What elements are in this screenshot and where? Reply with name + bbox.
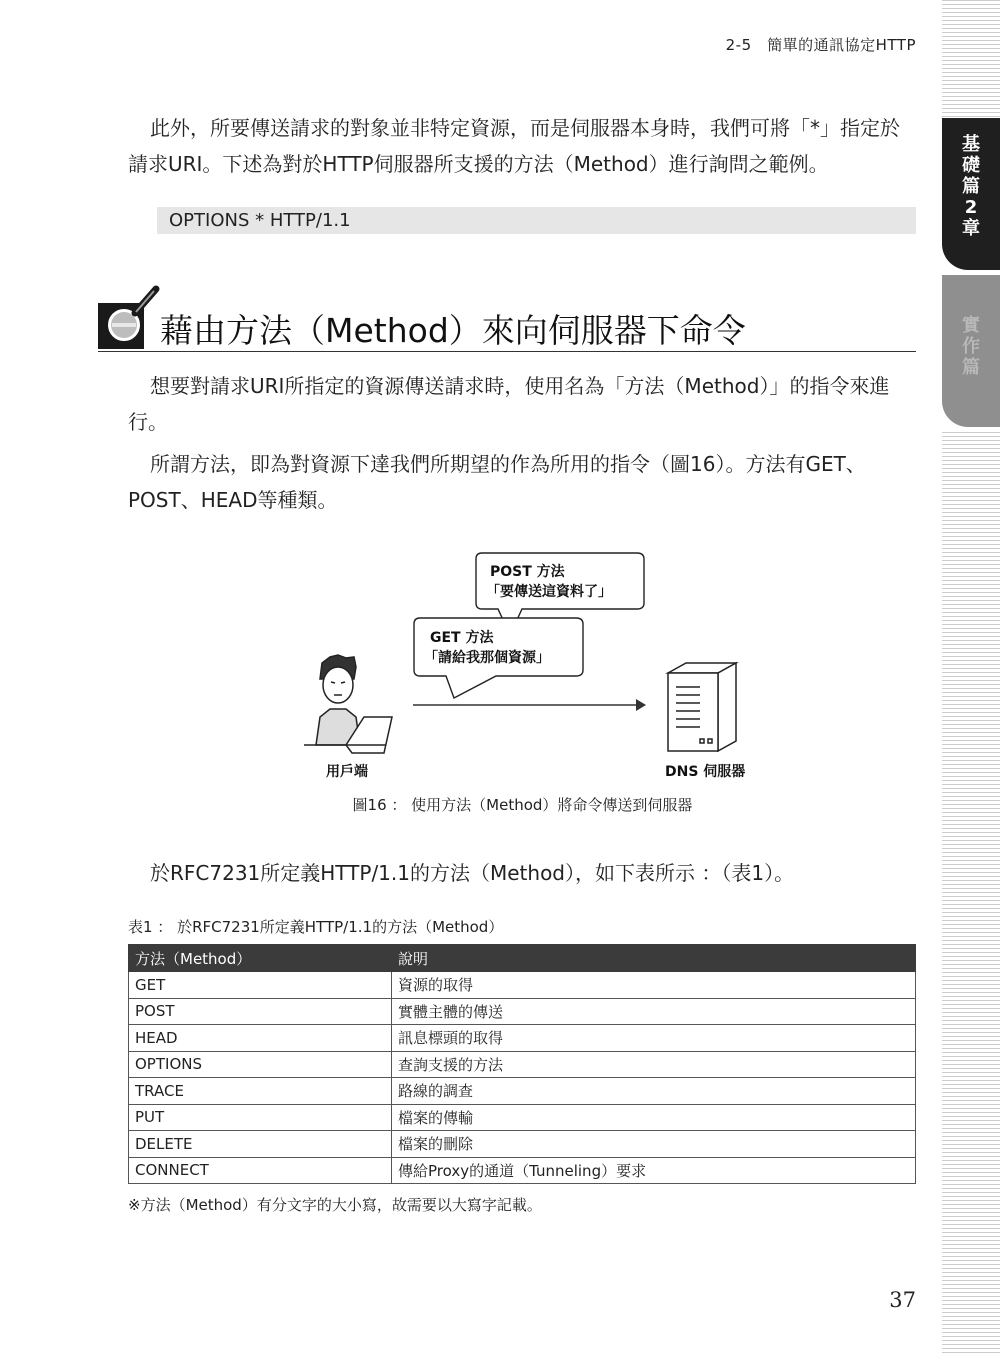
methods-table [128, 944, 916, 1184]
table-row [129, 972, 916, 999]
header-description: 說明 [392, 945, 916, 972]
request-arrow [413, 699, 646, 711]
method-cell: DELETE [129, 1131, 392, 1158]
thumb-tab-practice-label: 實作篇 [962, 315, 980, 378]
bubble-get-line1: GET 方法 [430, 630, 494, 646]
server-label: DNS 伺服器 [665, 764, 746, 780]
magnifier-icon [98, 283, 160, 351]
figure-16 [300, 545, 760, 785]
table-header-row [129, 945, 916, 972]
method-cell: POST [129, 998, 392, 1025]
bubble-get-line2: 「請給我那個資源」 [424, 650, 550, 666]
method-cell: HEAD [129, 1025, 392, 1052]
speech-bubble-get [414, 618, 583, 698]
table-row [129, 1104, 916, 1131]
method-cell: GET [129, 972, 392, 999]
description-cell: 查詢支援的方法 [392, 1051, 916, 1078]
client-label: 用戶端 [326, 764, 368, 780]
server-icon [668, 663, 736, 751]
method-cell: OPTIONS [129, 1051, 392, 1078]
table-caption: 表1 ： 於RFC7231所定義HTTP/1.1的方法（Method） [128, 918, 504, 936]
description-cell: 傳給Proxy的通道（Tunneling）要求 [392, 1157, 916, 1184]
description-cell: 實體主體的傳送 [392, 998, 916, 1025]
thumb-tab-practice [942, 275, 1000, 427]
thumb-tab-basic [942, 118, 1000, 270]
description-cell: 檔案的傳輸 [392, 1104, 916, 1131]
table-row [129, 1131, 916, 1158]
bubble-post-line1: POST 方法 [490, 564, 565, 580]
method-cell: TRACE [129, 1078, 392, 1105]
method-cell: PUT [129, 1104, 392, 1131]
user-illustration-icon [304, 655, 392, 753]
header-method: 方法（Method） [129, 945, 392, 972]
bubble-post-line2: 「要傳送這資料了」 [486, 584, 612, 600]
description-cell: 資源的取得 [392, 972, 916, 999]
intro-paragraph: 此外，所要傳送請求的對象並非特定資源，而是伺服器本身時，我們可將「*」指定於請求URI。下述為對於HTTP伺服器所支援的方法（Method）進行詢問之範例。 [128, 116, 900, 176]
table-row [129, 1051, 916, 1078]
description-cell: 檔案的刪除 [392, 1131, 916, 1158]
code-example: OPTIONS * HTTP/1.1 [157, 207, 916, 234]
thumb-tab-basic-label: 基礎篇2章 [962, 134, 980, 239]
table-row [129, 1078, 916, 1105]
section-heading [98, 283, 916, 352]
edge-stripes-top [942, 0, 1000, 118]
table-row [129, 1025, 916, 1052]
description-cell: 路線的調查 [392, 1078, 916, 1105]
table-row [129, 1157, 916, 1184]
edge-stripes-bottom [942, 432, 1000, 1353]
table-row [129, 998, 916, 1025]
running-header: 2-5 簡單的通訊協定HTTP [725, 36, 916, 54]
section-paragraph-1: 想要對請求URI所指定的資源傳送請求時，使用名為「方法（Method）」的指令來進行。 [128, 374, 890, 434]
description-cell: 訊息標頭的取得 [392, 1025, 916, 1052]
page-number: 37 [889, 1288, 916, 1312]
method-cell: CONNECT [129, 1157, 392, 1184]
table-lead-paragraph: 於RFC7231所定義HTTP/1.1的方法（Method），如下表所示 ：（表1）。 [150, 861, 795, 885]
table-note: ※方法（Method）有分文字的大小寫，故需要以大寫字記載。 [128, 1196, 542, 1214]
figure-caption: 圖16 ： 使用方法（Method）將命令傳送到伺服器 [352, 796, 693, 814]
section-paragraph-2: 所謂方法，即為對資源下達我們所期望的作為所用的指令（圖16）。方法有GET、POST、HEAD等種類。 [128, 452, 866, 512]
section-title: 藉由方法（Method）來向伺服器下命令 [160, 311, 746, 350]
